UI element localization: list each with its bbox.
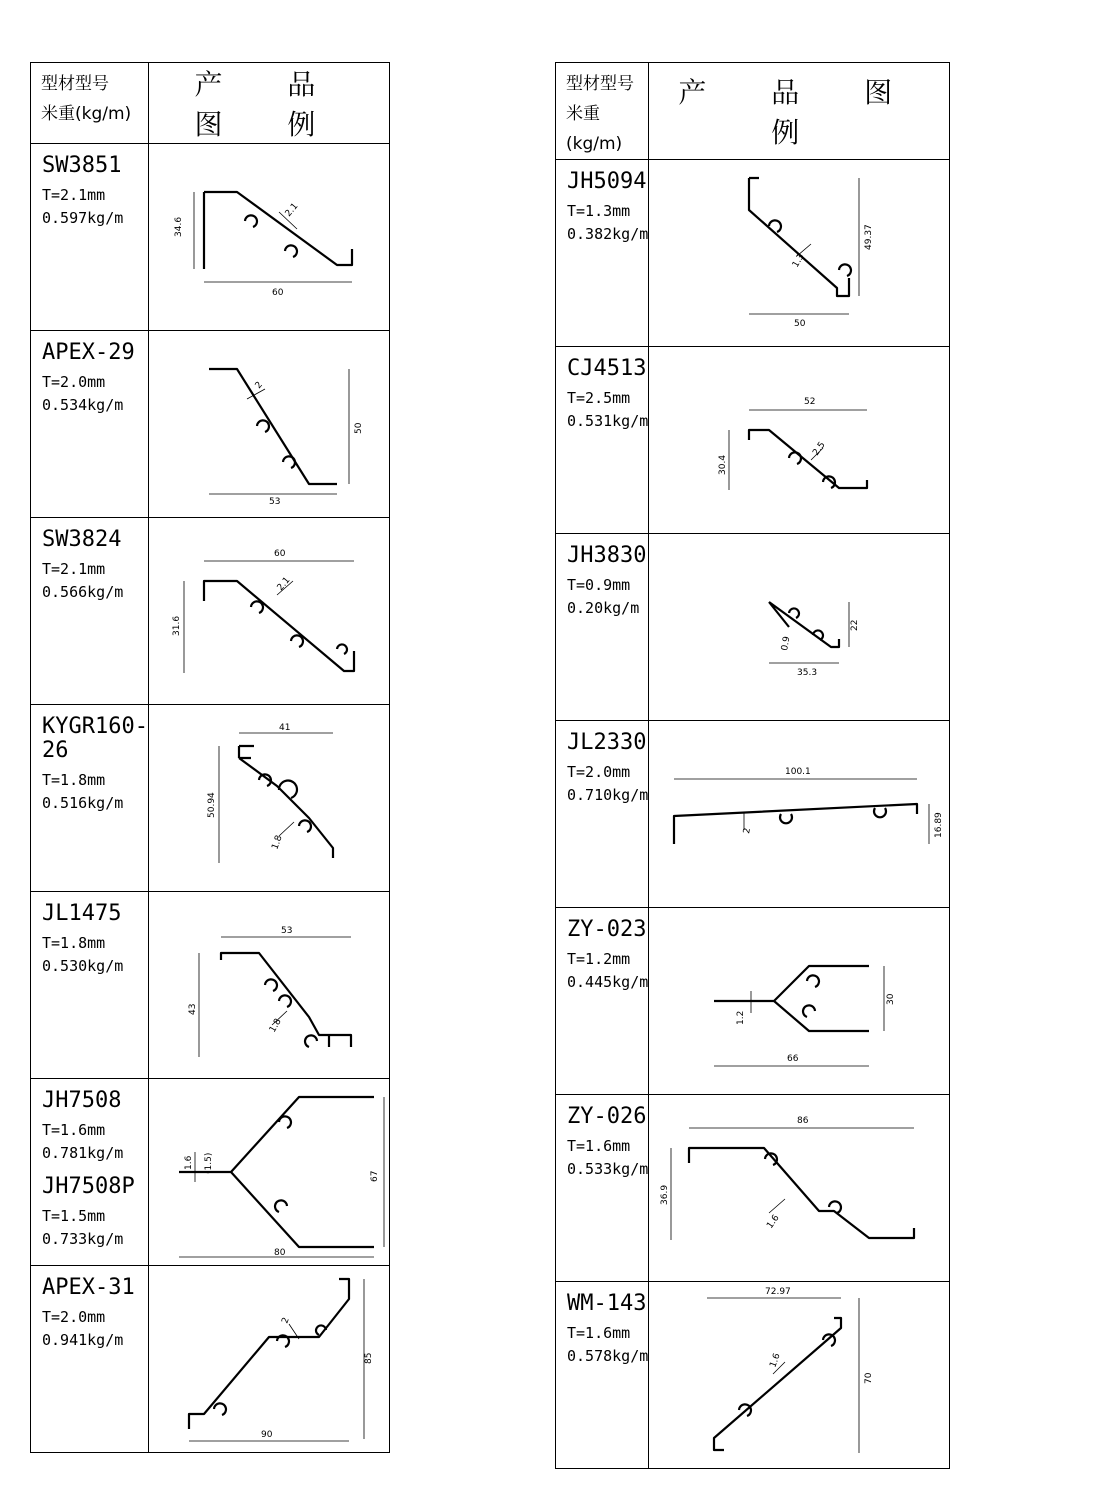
unit-weight: 0.20kg/m xyxy=(567,599,640,617)
dim-height: 22 xyxy=(850,619,861,631)
profile-drawing-cell xyxy=(148,518,389,705)
profile-drawing-cell xyxy=(649,347,950,534)
profile-drawing xyxy=(159,1269,379,1449)
spec-cell xyxy=(31,518,149,705)
profile-drawing xyxy=(159,531,379,691)
spec-label-weight: 米重(kg/m) xyxy=(566,104,623,154)
product-row xyxy=(31,1266,390,1453)
profile-drawing-cell xyxy=(649,721,950,908)
thickness: T=2.5mm xyxy=(567,389,631,407)
spec-cell xyxy=(556,160,649,347)
dim-height: 70 xyxy=(864,1372,875,1384)
right-catalog-table xyxy=(555,62,950,1469)
model-number: JH7508 xyxy=(42,1088,122,1113)
thickness: T=0.9mm xyxy=(567,576,631,594)
thickness: T=1.6mm xyxy=(567,1137,631,1155)
dim-thickness: 1.6 xyxy=(183,1155,194,1170)
profile-drawing xyxy=(679,921,919,1081)
profile-drawing-cell xyxy=(148,331,389,518)
dim-thickness: 1.8 xyxy=(267,1017,284,1035)
profile-drawing-cell xyxy=(649,160,950,347)
product-row xyxy=(31,705,390,892)
unit-weight: 0.382kg/m xyxy=(567,225,649,243)
dim-thickness: 2.1 xyxy=(275,575,293,593)
spec-header xyxy=(556,63,649,160)
thickness: T=1.6mm xyxy=(567,1324,631,1342)
dim-width: 35.3 xyxy=(797,668,818,678)
dim-width: 53 xyxy=(280,926,293,936)
dim-thickness-variant: (1.5) xyxy=(203,1152,214,1174)
dim-height: 16.89 xyxy=(934,812,945,838)
dim-thickness: 1.8 xyxy=(270,834,285,852)
spec-label-weight: 米重(kg/m) xyxy=(41,104,132,124)
profile-drawing-cell xyxy=(148,144,389,331)
model-number-variant: JH7508P xyxy=(42,1174,135,1199)
model-number: SW3851 xyxy=(42,153,122,178)
thickness: T=1.2mm xyxy=(567,950,631,968)
unit-weight: 0.445kg/m xyxy=(567,973,649,991)
dim-height: 49.37 xyxy=(864,224,875,250)
profile-drawing xyxy=(689,1288,909,1463)
model-number: KYGR160-26 xyxy=(42,714,148,763)
left-catalog-table xyxy=(30,62,390,1453)
profile-drawing xyxy=(159,718,379,878)
dim-thickness: 2 xyxy=(280,1316,292,1326)
unit-weight: 0.597kg/m xyxy=(42,209,124,227)
spec-cell xyxy=(556,721,649,908)
dim-height: 31.6 xyxy=(171,615,182,636)
unit-weight: 0.578kg/m xyxy=(567,1347,649,1365)
dim-height: 50.94 xyxy=(206,792,217,818)
dim-width: 72.97 xyxy=(765,1286,792,1297)
dim-width: 80 xyxy=(273,1248,286,1258)
model-number: JL2330 xyxy=(567,730,647,755)
dim-width: 60 xyxy=(271,288,284,298)
dim-thickness: 1.6 xyxy=(768,1351,784,1369)
model-number: JH3830 xyxy=(567,543,647,568)
profile-drawing-cell xyxy=(148,1079,389,1266)
model-number: ZY-026 xyxy=(567,1104,647,1129)
thickness: T=1.6mm xyxy=(42,1121,106,1139)
dim-height: 30 xyxy=(886,993,897,1005)
product-row xyxy=(31,892,390,1079)
product-row xyxy=(556,534,950,721)
dim-thickness: 2.1 xyxy=(283,201,301,219)
profile-drawing xyxy=(159,905,379,1065)
dim-height: 67 xyxy=(369,1170,380,1182)
dim-width: 90 xyxy=(260,1430,273,1440)
spec-cell xyxy=(31,892,149,1079)
header-row xyxy=(556,63,950,160)
profile-drawing-cell xyxy=(148,892,389,1079)
dim-width: 100.1 xyxy=(785,767,812,777)
dim-width: 41 xyxy=(278,723,291,733)
unit-weight: 0.710kg/m xyxy=(567,786,649,804)
dim-thickness: 1.2 xyxy=(736,1010,747,1025)
dim-height: 36.9 xyxy=(660,1184,671,1205)
product-row xyxy=(31,518,390,705)
product-row xyxy=(31,144,390,331)
product-row xyxy=(556,347,950,534)
model-number: APEX-29 xyxy=(42,340,135,365)
thickness: T=2.0mm xyxy=(42,373,106,391)
spec-cell xyxy=(556,1095,649,1282)
spec-cell xyxy=(31,705,149,892)
dim-width: 60 xyxy=(273,549,286,559)
model-number: CJ4513 xyxy=(567,356,647,381)
spec-header xyxy=(31,63,149,144)
product-row xyxy=(31,331,390,518)
dim-height: 43 xyxy=(187,1003,198,1015)
dim-width: 53 xyxy=(268,497,281,507)
dim-thickness: 2 xyxy=(742,827,754,835)
dim-thickness: 1.6 xyxy=(765,1213,782,1231)
dim-thickness: 2 xyxy=(253,380,265,391)
product-row xyxy=(556,1282,950,1469)
dim-thickness: 0.9 xyxy=(780,635,793,652)
product-row xyxy=(31,1079,390,1266)
product-row xyxy=(556,721,950,908)
spec-cell xyxy=(31,331,149,518)
thickness: T=2.0mm xyxy=(567,763,631,781)
thickness-variant: T=1.5mm xyxy=(42,1207,106,1225)
product-row xyxy=(556,160,950,347)
spec-cell xyxy=(556,1282,649,1469)
unit-weight: 0.533kg/m xyxy=(567,1160,649,1178)
model-number: WM-143 xyxy=(567,1291,647,1316)
thickness: T=2.0mm xyxy=(42,1308,106,1326)
profile-drawing xyxy=(159,344,379,507)
picture-header: 产 品 图 例 xyxy=(148,63,389,144)
profile-drawing xyxy=(689,547,909,707)
header-row xyxy=(31,63,390,144)
dim-height: 30.4 xyxy=(718,454,729,475)
unit-weight: 0.566kg/m xyxy=(42,583,124,601)
unit-weight: 0.781kg/m xyxy=(42,1144,124,1162)
unit-weight: 0.534kg/m xyxy=(42,396,124,414)
spec-cell xyxy=(556,347,649,534)
profile-drawing xyxy=(649,734,949,894)
profile-drawing xyxy=(660,1103,929,1273)
spec-label-model: 型材型号 xyxy=(41,74,109,94)
dim-height: 34.6 xyxy=(173,216,184,237)
thickness: T=1.3mm xyxy=(567,202,631,220)
profile-drawing-cell xyxy=(649,1282,950,1469)
dim-thickness: 1.3 xyxy=(791,252,808,270)
unit-weight: 0.530kg/m xyxy=(42,957,124,975)
product-row xyxy=(556,908,950,1095)
unit-weight: 0.531kg/m xyxy=(567,412,649,430)
picture-header: 产 品 图 例 xyxy=(649,63,950,160)
dim-width: 66 xyxy=(787,1054,799,1064)
spec-cell xyxy=(556,908,649,1095)
unit-weight-variant: 0.733kg/m xyxy=(42,1230,124,1248)
dim-width: 52 xyxy=(804,397,816,407)
product-row xyxy=(556,1095,950,1282)
spec-cell xyxy=(31,1266,149,1453)
profile-drawing xyxy=(689,168,909,338)
spec-label-model: 型材型号 xyxy=(566,74,634,94)
profile-drawing xyxy=(689,360,909,520)
profile-drawing-cell xyxy=(649,534,950,721)
thickness: T=2.1mm xyxy=(42,560,106,578)
unit-weight: 0.516kg/m xyxy=(42,794,124,812)
profile-drawing-cell xyxy=(148,705,389,892)
model-number: APEX-31 xyxy=(42,1275,135,1300)
thickness: T=1.8mm xyxy=(42,771,106,789)
profile-drawing-cell xyxy=(148,1266,389,1453)
spec-cell xyxy=(31,144,149,331)
dim-width: 50 xyxy=(794,319,806,329)
spec-cell xyxy=(31,1079,149,1266)
spec-cell xyxy=(556,534,649,721)
model-number: JH5094 xyxy=(567,169,647,194)
profile-drawing-cell xyxy=(649,908,950,1095)
model-number: JL1475 xyxy=(42,901,122,926)
dim-height: 85 xyxy=(363,1352,374,1364)
model-number: SW3824 xyxy=(42,527,122,552)
model-number: ZY-023 xyxy=(567,917,647,942)
thickness: T=1.8mm xyxy=(42,934,106,952)
dim-width: 86 xyxy=(797,1116,809,1126)
unit-weight: 0.941kg/m xyxy=(42,1331,124,1349)
dim-thickness: 2.5 xyxy=(811,440,828,458)
dim-height: 50 xyxy=(353,422,364,434)
thickness: T=2.1mm xyxy=(42,186,106,204)
profile-drawing-cell xyxy=(649,1095,950,1282)
profile-drawing xyxy=(149,1082,389,1262)
profile-drawing xyxy=(159,157,379,317)
